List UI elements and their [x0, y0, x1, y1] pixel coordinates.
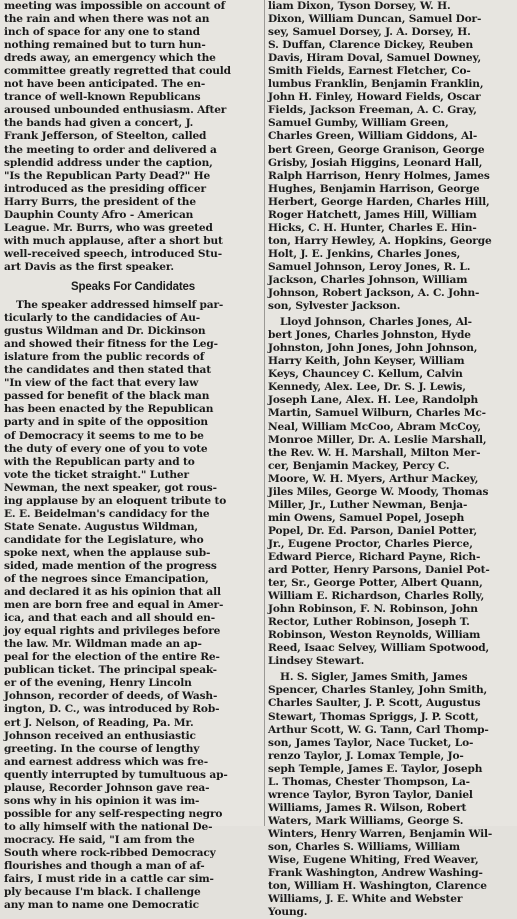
- text-line: any man to name one Democratic: [4, 899, 199, 912]
- text-line: State Senate. Augustus Wildman,: [4, 520, 198, 533]
- text-line: wrence Taylor, Byron Taylor, Daniel: [268, 788, 473, 801]
- text-line: son, Charles S. Williams, William: [268, 841, 460, 853]
- text-line: Young.: [268, 906, 308, 919]
- text-line: Waters, Mark Williams, George S.: [268, 814, 464, 827]
- text-line: ticularly to the candidacies of Au-: [4, 312, 201, 325]
- text-line: spoke next, when the applause sub-: [4, 546, 211, 559]
- text-line: Davis, Hiram Doval, Samuel Downey,: [268, 52, 482, 65]
- text-line: Lindsey Stewart.: [268, 655, 365, 668]
- text-line: sided, made mention of the progress: [4, 559, 217, 572]
- text-line: "Is the Republican Party Dead?" He: [4, 169, 211, 182]
- text-line: sons why in his opinion it was im-: [4, 794, 200, 807]
- text-line: plause, Recorder Johnson gave rea-: [4, 781, 210, 794]
- text-line: of the negroes since Emancipation,: [4, 573, 209, 586]
- text-line: S. Duffan, Clarence Dickey, Reuben: [268, 39, 474, 52]
- text-line: fairs, I must ride in a cattle car sim-: [4, 873, 214, 886]
- text-line: bert Jones, Charles Johnston, Hyde: [268, 329, 471, 342]
- text-line: ply because I'm black. I challenge: [4, 886, 201, 899]
- text-line: Martin, Samuel Wilburn, Charles Mc-: [268, 407, 486, 420]
- text-line: committee greatly regretted that could: [4, 65, 231, 78]
- text-line: Dixon, William Duncan, Samuel Dor-: [268, 13, 482, 26]
- text-line: ter, Sr., George Potter, Albert Quann,: [268, 577, 483, 590]
- text-line: Winters, Henry Warren, Benjamin Wil-: [268, 827, 493, 840]
- text-line: vote the ticket straight." Luther: [4, 468, 189, 481]
- text-line: and declared it as his opinion that all: [4, 586, 221, 599]
- text-line: Fields, Jackson Freeman, A. C. Gray,: [268, 104, 477, 117]
- text-line: sey, Samuel Dorsey, J. A. Dorsey, H.: [268, 26, 471, 39]
- text-line: Newman, the next speaker, got rous-: [4, 481, 217, 494]
- text-line: son, James Taylor, Nace Tucket, Lo-: [268, 736, 474, 749]
- text-line: ing applause by an eloquent tribute to: [4, 494, 227, 507]
- text-line: the bands had given a concert, J.: [4, 117, 194, 130]
- text-line: Stewart, Thomas Spriggs, J. P. Scott,: [268, 710, 479, 723]
- text-line: aroused unbounded enthusiasm. After: [4, 104, 227, 117]
- text-line: Harry Burrs, the president of the: [4, 195, 196, 208]
- right-column: [268, 0, 514, 919]
- text-line: League. Mr. Burrs, who was greeted: [4, 221, 213, 234]
- text-line: son, Sylvester Jackson.: [268, 300, 401, 313]
- text-line: introduced as the presiding officer: [4, 182, 206, 195]
- text-line: E. E. Beidelman's candidacy for the: [4, 507, 210, 520]
- text-line: Miller, Jr., Luther Newman, Benja-: [268, 498, 468, 511]
- text-line: Johnson, Robert Jackson, A. C. John-: [268, 287, 480, 300]
- text-line: Ralph Harrison, Henry Holmes, James: [268, 169, 490, 182]
- text-line: the candidates and then stated that: [4, 364, 211, 377]
- text-line: joy equal rights and privileges before: [4, 625, 221, 638]
- text-line: with much applause, after a short but: [4, 234, 223, 247]
- text-line: er of the evening, Henry Lincoln: [4, 677, 192, 690]
- text-line: Keys, Chauncey C. Kellum, Calvin: [268, 368, 463, 381]
- text-line: Samuel Gumby, William Green,: [268, 117, 449, 130]
- text-line: Johnson, recorder of deeds, of Wash-: [4, 690, 218, 703]
- text-line: John H. Finley, Howard Fields, Oscar: [268, 91, 481, 104]
- text-line: liam Dixon, Tyson Dorsey, W. H.: [268, 0, 451, 12]
- names-list-block-2: [268, 316, 514, 668]
- text-line: Jackson, Charles Johnson, William: [268, 273, 468, 286]
- text-line: Frank Jefferson, of Steelton, called: [4, 130, 207, 143]
- text-line: renzo Taylor, J. Lomax Temple, Jo-: [268, 749, 464, 762]
- text-line: John Robinson, F. N. Robinson, John: [268, 603, 478, 616]
- text-line: party and in spite of the opposition: [4, 416, 208, 429]
- text-line: Roger Hatchett, James Hill, William: [268, 208, 477, 221]
- text-line: quently interrupted by tumultuous ap-: [4, 768, 228, 781]
- text-line: with the Republican party and to: [4, 455, 195, 468]
- text-line: men are born free and equal in Amer-: [4, 599, 224, 612]
- text-line: gustus Wildman and Dr. Dickinson: [4, 325, 206, 338]
- text-line: Reed, Isaac Selvey, William Spotwood,: [268, 642, 490, 655]
- text-line: ert J. Nelson, of Reading, Pa. Mr.: [4, 716, 194, 729]
- text-line: Williams, J. E. White and Webster: [268, 893, 463, 906]
- text-line: ton, Harry Hewley, A. Hopkins, George: [268, 234, 492, 247]
- text-line: mocracy. He said, "I am from the: [4, 833, 195, 846]
- text-line: the Rev. W. H. Marshall, Milton Mer-: [268, 446, 481, 459]
- text-line: Rector, Luther Robinson, Joseph T.: [268, 616, 470, 629]
- text-line: ard Potter, Henry Parsons, Daniel Pot-: [268, 564, 490, 577]
- text-line: and showed their fitness for the Leg-: [4, 338, 218, 351]
- text-line: the meeting to order and delivered a: [4, 143, 217, 156]
- text-line: Johnson received an enthusiastic: [4, 729, 196, 742]
- names-list-block-1: [268, 0, 514, 313]
- text-line: Monroe Miller, Dr. A. Leslie Marshall,: [268, 433, 487, 446]
- text-line: Arthur Scott, W. G. Tann, Carl Thomp-: [268, 723, 489, 736]
- text-line: Holt, J. E. Jenkins, Charles Jones,: [268, 247, 461, 260]
- text-line: Samuel Johnson, Leroy Jones, R. L.: [268, 260, 471, 273]
- text-line: Hughes, Benjamin Harrison, George: [268, 182, 480, 195]
- left-column: [4, 0, 262, 912]
- text-line: Kennedy, Alex. Lee, Dr. S. J. Lewis,: [268, 381, 466, 394]
- text-line: "In view of the fact that every law: [4, 377, 199, 390]
- text-line: of Democracy it seems to me to be: [4, 429, 204, 442]
- text-line: Wise, Eugene Whiting, Fred Weaver,: [268, 854, 479, 867]
- text-line: ington, D. C., was introduced by Rob-: [4, 703, 220, 716]
- text-line: meeting was impossible on account of: [4, 0, 226, 12]
- text-line: Grisby, Josiah Higgins, Leonard Hall,: [268, 156, 483, 169]
- text-line: Frank Washington, Andrew Washing-: [268, 867, 483, 880]
- text-line: greeting. In the course of lengthy: [4, 742, 200, 755]
- text-line: publican ticket. The principal speak-: [4, 664, 217, 677]
- text-line: trance of well-known Republicans: [4, 91, 201, 104]
- text-line: has been enacted by the Republican: [4, 403, 214, 416]
- text-line: well-received speech, introduced Stu-: [4, 247, 222, 260]
- text-line: Johnston, John Jones, John Johnson,: [268, 342, 478, 355]
- text-line: William E. Richardson, Charles Rolly,: [268, 590, 485, 603]
- text-line: Williams, James R. Wilson, Robert: [268, 801, 467, 814]
- text-line: min Owens, Samuel Popel, Joseph: [268, 511, 465, 524]
- text-line: Harry Keith, John Keyser, William: [268, 355, 465, 368]
- text-line: nothing remained but to turn hun-: [4, 39, 206, 52]
- text-line: to ally himself with the national De-: [4, 820, 213, 833]
- text-line: possible for any self-respecting negro: [4, 807, 223, 820]
- text-line: islature from the public records of: [4, 351, 205, 364]
- text-line: seph Temple, James E. Taylor, Joseph: [268, 762, 483, 775]
- text-line: peal for the election of the entire Re-: [4, 651, 220, 664]
- text-line: South where rock-ribbed Democracy: [4, 847, 216, 859]
- text-line: Jr., Eugene Proctor, Charles Pierce,: [268, 537, 473, 550]
- text-line: Popel, Dr. Ed. Parson, Daniel Potter,: [268, 524, 478, 537]
- text-line: Neal, William McCoo, Abram McCoy,: [268, 420, 481, 433]
- text-line: Hicks, C. H. Hunter, Charles E. Hin-: [268, 221, 477, 234]
- text-line: flourishes and though a man of af-: [4, 860, 205, 873]
- text-line: passed for benefit of the black man: [4, 390, 210, 403]
- text-line: the rain and when there was not an: [4, 13, 210, 26]
- text-line: Charles Saulter, J. P. Scott, Augustus: [268, 697, 481, 710]
- text-line: Lloyd Johnson, Charles Jones, Al-: [280, 316, 472, 329]
- text-line: dreds away, an emergency which the: [4, 52, 216, 65]
- text-line: H. S. Sigler, James Smith, James: [280, 671, 468, 684]
- text-line: and earnest address which was fre-: [4, 755, 208, 768]
- text-line: bert Green, George Granison, George: [268, 143, 485, 156]
- names-list-block-3: [268, 671, 514, 919]
- text-line: Jiles Miles, George W. Moody, Thomas: [268, 485, 489, 498]
- text-line: lumbus Franklin, Benjamin Franklin,: [268, 78, 484, 91]
- text-line: Moore, W. H. Myers, Arthur Mackey,: [268, 472, 479, 485]
- text-line: ica, and that each and all should en-: [4, 612, 215, 625]
- text-line: art Davis as the first speaker.: [4, 260, 174, 273]
- text-line: Dauphin County Afro - American: [4, 208, 194, 221]
- text-line: The speaker addressed himself par-: [16, 299, 224, 312]
- text-line: Joseph Lane, Alex. H. Lee, Randolph: [268, 394, 479, 407]
- section-heading: Speaks For Candidates: [70, 280, 196, 293]
- text-line: Spencer, Charles Stanley, John Smith,: [268, 684, 488, 697]
- text-line: Charles Green, William Giddons, Al-: [268, 130, 478, 143]
- text-line: cer, Benjamin Mackey, Percy C.: [268, 459, 450, 472]
- text-line: candidate for the Legislature, who: [4, 533, 204, 546]
- text-line: splendid address under the caption,: [4, 156, 213, 169]
- article-paragraph-1: [4, 0, 262, 274]
- text-line: not have been anticipated. The en-: [4, 78, 206, 91]
- text-line: the duty of every one of you to vote: [4, 442, 208, 455]
- text-line: Herbert, George Harden, Charles Hill,: [268, 195, 490, 208]
- text-line: inch of space for any one to stand: [4, 26, 200, 39]
- text-line: ton, William H. Washington, Clarence: [268, 880, 487, 893]
- article-paragraph-2: [4, 299, 262, 912]
- text-line: Edward Pierce, Richard Payne, Rich-: [268, 550, 481, 563]
- text-line: the law. Mr. Wildman made an ap-: [4, 638, 202, 651]
- column-divider: [264, 0, 265, 826]
- text-line: Smith Fields, Earnest Fletcher, Co-: [268, 65, 471, 78]
- text-line: Robinson, Weston Reynolds, William: [268, 629, 481, 642]
- text-line: L. Thomas, Chester Thompson, La-: [268, 775, 470, 788]
